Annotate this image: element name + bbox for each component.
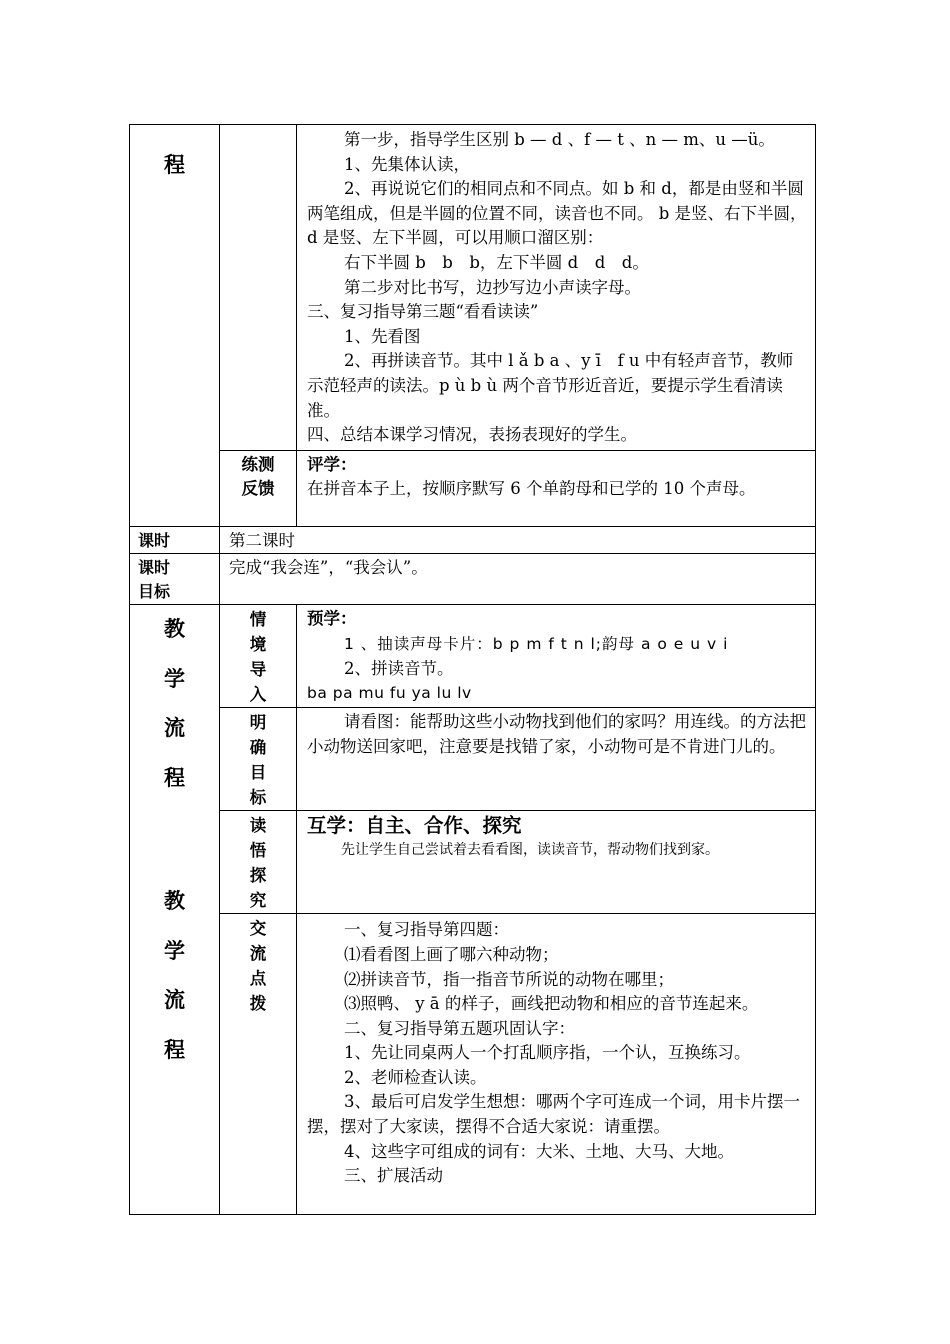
feedback-heading: 评学： — [307, 454, 357, 474]
stage-line: 4、这些字可组成的词有：大米、土地、大马、大地。 — [344, 1141, 734, 1161]
lesson-value-cell — [220, 526, 816, 554]
stage-label-char: 标 — [249, 788, 267, 808]
stage-content — [297, 811, 816, 914]
side-cell-procedure — [130, 125, 220, 527]
stage-heading: 互学：自主、合作、探究 — [307, 814, 522, 838]
process-row-3 — [130, 811, 816, 914]
goal-label-line: 目标 — [138, 582, 171, 602]
stage-label-char: 入 — [249, 685, 267, 705]
procedure-line: 四、总结本课学习情况，表扬表现好的学生。 — [307, 425, 637, 445]
stage-label-char: 读 — [249, 816, 267, 836]
procedure-line: 2、再拼读音节。其中 l ǎ b a 、y ī f u 中有轻声音节，教师示范轻声的读法。p ù b ù 两个音节形近音近，要提示学生看清读准。 — [307, 351, 794, 420]
stage-line: 三、扩展活动 — [344, 1166, 443, 1186]
goal-row — [130, 554, 816, 605]
process-side-char: 教 — [164, 617, 185, 642]
stage-label-cell — [220, 708, 297, 811]
stage-content — [297, 605, 816, 708]
feedback-label-cell — [220, 450, 297, 526]
stage-heading: 预学： — [307, 609, 357, 629]
process-side-char: 学 — [164, 938, 185, 963]
procedure-line: 第二步对比书写，边抄写边小声读字母。 — [344, 277, 641, 297]
stage-label-char: 目 — [249, 763, 267, 783]
stage-label-char: 境 — [249, 635, 267, 655]
stage-label-char: 情 — [249, 610, 267, 630]
stage-line: 3、最后可启发学生想想：哪两个字可连成一个词，用卡片摆一摆，摆对了大家读，摆得不合适大家说：请重摆。 — [307, 1092, 800, 1137]
stage-line: ⑶照鸭、 y ā 的样子，画线把动物和相应的音节连起来。 — [344, 994, 759, 1014]
stage-line: 1 、抽读声母卡片：b p m f t n l;韵母 a o e u v i — [344, 634, 729, 653]
process-side-cell — [130, 605, 220, 1215]
procedure-line: 右下半圆 b b b，左下半圆 d d d。 — [344, 252, 649, 272]
lesson-value: 第二课时 — [229, 530, 295, 550]
procedure-content — [297, 125, 816, 451]
stage-label-char: 拨 — [249, 994, 267, 1014]
lesson-label: 课时 — [138, 530, 171, 550]
stage-label-char: 明 — [249, 713, 267, 733]
process-row-1 — [130, 605, 816, 708]
process-side-char: 程 — [164, 765, 185, 790]
procedure-line: 第一步，指导学生区别 b — d 、f — t 、n — m、u —ü。 — [344, 130, 775, 149]
stage-line: ⑵拼读音节，指一指音节所说的动物在哪里； — [344, 969, 674, 989]
goal-value: 完成“我会连”，“我会认”。 — [229, 558, 428, 578]
stage-label-char: 究 — [249, 891, 267, 911]
stage-label-char: 点 — [249, 969, 267, 989]
stage-label-char: 交 — [249, 919, 267, 939]
stage-label-char: 悟 — [249, 841, 267, 861]
feedback-text: 在拼音本子上，按顺序默写 6 个单韵母和已学的 10 个声母。 — [307, 479, 756, 499]
lesson-label-cell — [130, 526, 220, 554]
process-side-char: 教 — [164, 889, 185, 914]
empty-label-cell — [220, 125, 297, 451]
stage-label-char: 导 — [249, 660, 267, 680]
goal-label-cell — [130, 554, 220, 605]
goal-label-line: 课时 — [138, 558, 171, 578]
stage-line: 先让学生自己尝试着去看看图，读读音节，帮动物们找到家。 — [341, 842, 719, 859]
stage-line: 2、老师检查认读。 — [344, 1067, 487, 1087]
stage-content — [297, 914, 816, 1215]
process-side-char: 流 — [164, 716, 185, 741]
procedure-line: 三、复习指导第三题“看看读读” — [307, 302, 539, 322]
stage-line: 请看图：能帮助这些小动物找到他们的家吗？用连线。的方法把小动物送回家吧，注意要是找错了家，小动物可是不肯进门儿的。 — [307, 712, 806, 756]
stage-line: ⑴看看图上画了哪六种动物； — [344, 944, 559, 964]
process-row-2 — [130, 708, 816, 811]
feedback-row — [130, 450, 816, 526]
procedure-line: 2、再说说它们的相同点和不同点。如 b 和 d，都是由竖和半圆两笔组成，但是半圆的位置不同，读音也不同。 b 是竖、右下半圆，d 是竖、左下半圆，可以用顺口溜区别： — [307, 179, 807, 248]
stage-label-cell — [220, 605, 297, 708]
process-side-char: 程 — [164, 1037, 185, 1062]
process-row-4 — [130, 914, 816, 1215]
feedback-content — [297, 450, 816, 526]
lesson-plan-table — [129, 124, 816, 1215]
stage-label-char: 流 — [249, 944, 267, 964]
goal-value-cell — [220, 554, 816, 605]
stage-line: 一、复习指导第四题： — [344, 920, 509, 940]
stage-label-cell — [220, 811, 297, 914]
stage-line: 1、先让同桌两人一个打乱顺序指，一个认，互换练习。 — [344, 1043, 751, 1063]
stage-line: 二、复习指导第五题巩固认字： — [344, 1018, 575, 1038]
procedure-row — [130, 125, 816, 451]
stage-content — [297, 708, 816, 811]
procedure-line: 1、先看图 — [344, 326, 421, 346]
side-label-procedure: 程 — [164, 153, 185, 177]
process-side-char: 学 — [164, 666, 185, 691]
lesson-row — [130, 526, 816, 554]
feedback-label-line: 反馈 — [241, 478, 275, 498]
stage-label-char: 探 — [249, 866, 267, 886]
stage-label-cell — [220, 914, 297, 1215]
stage-line: ba pa mu fu ya lu lv — [307, 684, 472, 703]
feedback-label-line: 练测 — [241, 454, 275, 474]
process-side-char: 流 — [164, 988, 185, 1013]
stage-line: 2、拼读音节。 — [344, 658, 454, 678]
stage-label-char: 确 — [249, 738, 267, 758]
procedure-line: 1、先集体认读， — [344, 154, 470, 174]
